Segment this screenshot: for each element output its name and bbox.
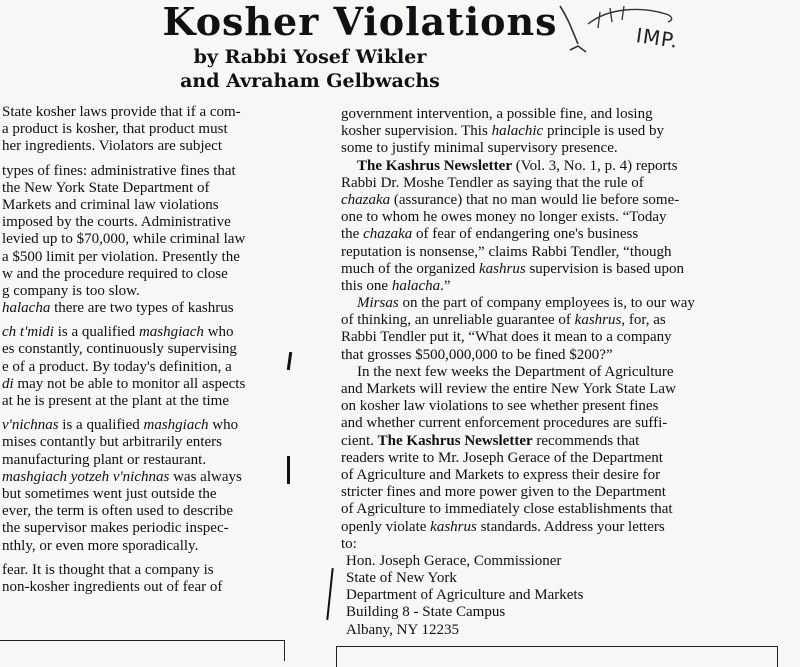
text-run: that grosses $500,000,000 to be fined $200?” [341, 346, 613, 363]
text-run: nthly, or even more sporadically. [2, 537, 199, 554]
left-column-line [2, 452, 294, 469]
right-column-line [341, 484, 761, 501]
bottom-rule-left [0, 640, 285, 661]
text-run: ever, the term is often used to describe [2, 503, 233, 520]
left-column-line [2, 138, 294, 155]
right-column-line [341, 519, 761, 536]
text-run: Rabbi Tendler put it, “What does it mean to a company [341, 329, 672, 346]
text-run: readers write to Mr. Joseph Gerace of the Department [341, 449, 663, 466]
left-column-line [2, 121, 294, 138]
text-run: kashrus [479, 260, 526, 277]
text-run: e of a product. By today's definition, a [2, 358, 232, 375]
margin-mark [326, 568, 333, 620]
text-run: halachic [491, 123, 544, 140]
text-run: w and the procedure required to close [2, 265, 228, 282]
text-run: and whether current enforcement procedures are suffi- [341, 415, 668, 432]
right-column-line [341, 106, 761, 123]
text-run: fear. It is thought that a company is [2, 561, 214, 578]
text-run: the supervisor makes periodic inspec- [2, 520, 229, 537]
text-run: ch t'midi [2, 324, 54, 341]
left-column-line [2, 486, 294, 503]
text-run: a $500 limit per violation. Presently the [2, 248, 240, 265]
right-column-line [341, 175, 761, 192]
text-run: one to whom he owes money no longer exists. “Today [341, 209, 667, 226]
right-column-line [341, 244, 761, 261]
right-column-line [341, 467, 761, 484]
left-column-line [2, 163, 294, 180]
left-column-line [2, 341, 294, 358]
text-run: imposed by the courts. Administrative [2, 214, 231, 231]
text-run: Markets and criminal law violations [2, 196, 219, 213]
address-line: Albany, NY 12235 [346, 621, 460, 638]
article-title: Kosher Violations [162, 0, 558, 44]
address-line: Hon. Joseph Gerace, Commissioner [346, 552, 562, 569]
text-run: The Kashrus Newsletter [357, 157, 512, 174]
right-column-line [341, 312, 761, 329]
address-line: State of New York [346, 570, 457, 587]
text-run: recommends that [532, 432, 640, 449]
text-run: some to justify minimal supervisory presence. [341, 140, 618, 157]
text-run: reputation is nonsense,” claims Rabbi Tendler, “though [341, 243, 672, 260]
paragraph-gap [2, 555, 294, 562]
right-column-line [341, 123, 761, 140]
left-column-line [2, 266, 294, 283]
right-column-line [341, 415, 761, 432]
left-column-line [2, 393, 294, 410]
left-column-line [2, 359, 294, 376]
paragraph-gap [2, 156, 294, 163]
right-column-line [341, 295, 761, 312]
left-column-line [2, 283, 294, 300]
text-run: mashgiach [138, 324, 204, 341]
text-run: government intervention, a possible fine, and losing [341, 106, 653, 122]
text-run: chazaka [363, 226, 413, 243]
text-run: es constantly, continuously supervising [2, 341, 237, 358]
text-run: is a qualified [53, 324, 139, 341]
text-run: who [208, 417, 239, 434]
text-run: but sometimes went just outside the [2, 485, 217, 502]
left-column-line [2, 249, 294, 266]
text-run: kosher supervision. This [341, 123, 492, 140]
left-column-line [2, 376, 294, 393]
text-run: who [203, 324, 234, 341]
text-run: halacha [2, 300, 51, 317]
right-column-line [341, 347, 761, 364]
text-run: The Kashrus Newsletter [377, 432, 533, 449]
text-run: manufacturing plant or restaurant. [2, 451, 207, 468]
address-line: Building 8 - State Campus [346, 604, 506, 621]
right-column-line [341, 226, 761, 243]
text-run: the New York State Department of [2, 179, 210, 196]
left-column-line [2, 562, 294, 579]
text-run: kashrus [574, 312, 622, 329]
right-column-line [341, 381, 761, 398]
text-run: of fear of endangering one's business [412, 226, 639, 243]
text-run: standards. Address your letters [476, 518, 665, 535]
left-column-line [2, 520, 294, 537]
text-run: kashrus [430, 518, 477, 535]
text-run: non-kosher ingredients out of fear of [2, 578, 223, 595]
left-column-line [2, 104, 294, 121]
margin-mark [287, 456, 290, 484]
text-run: to: [341, 535, 357, 552]
text-run: principle is used by [543, 123, 665, 140]
text-run: (Vol. 3, No. 1, p. 4) reports [511, 157, 678, 174]
right-column-line [341, 278, 761, 295]
paragraph-gap [2, 317, 294, 324]
right-column-line [341, 364, 761, 381]
text-run: v'nichnas [2, 417, 59, 434]
right-column-line [341, 398, 761, 415]
text-run: State kosher laws provide that if a com- [2, 104, 241, 120]
text-run: Mirsas [357, 295, 399, 312]
text-run: .” [440, 277, 451, 294]
left-text-column [2, 104, 294, 596]
left-column-line [2, 417, 294, 434]
text-run: mashgiach [143, 417, 209, 434]
left-column-line [2, 300, 294, 317]
address-line: Department of Agriculture and Markets [346, 587, 584, 604]
text-run: the [341, 226, 364, 243]
right-column-line [341, 536, 761, 553]
paragraph-gap [2, 410, 294, 417]
text-run: openly violate [341, 518, 431, 535]
left-column-line [2, 538, 294, 555]
right-column-line [341, 450, 761, 467]
text-run: of Agriculture to immediately close establishments that [341, 501, 673, 518]
left-column-line [2, 503, 294, 520]
text-run: Rabbi Dr. Moshe Tendler as saying that the rule of [341, 174, 644, 191]
right-column-line [341, 209, 761, 226]
byline-author-2: and Avraham Gelbwachs [180, 70, 440, 92]
text-run: of thinking, an unreliable guarantee of [341, 312, 575, 329]
text-run: of Agriculture and Markets to express their desire for [341, 466, 661, 483]
right-column-line [341, 261, 761, 278]
text-run: (assurance) that no man would lie before some- [390, 191, 680, 208]
handwritten-note: IMP. [634, 23, 680, 53]
text-run: levied up to $70,000, while criminal law [2, 231, 246, 248]
left-column-line [2, 324, 294, 341]
left-column-line [2, 180, 294, 197]
text-run: , for, as [621, 312, 666, 329]
text-run: chazaka [341, 191, 391, 208]
text-run: her ingredients. Violators are subject [2, 138, 223, 155]
right-text-column [341, 106, 761, 639]
text-run: and Markets will review the entire New York State Law [341, 381, 676, 397]
text-run: cient. [341, 432, 378, 449]
left-column-line [2, 434, 294, 451]
text-run: there are two types of kashrus [50, 300, 234, 317]
text-run: much of the organized [341, 260, 480, 277]
left-column-line [2, 469, 294, 486]
right-column-line [341, 329, 761, 346]
right-column-line [341, 192, 761, 209]
left-column-line [2, 214, 294, 231]
text-run: halacha [391, 277, 441, 294]
right-column-line [341, 433, 761, 450]
left-column-line [2, 231, 294, 248]
text-run: on kosher law violations to see whether present fines [341, 398, 659, 415]
left-column-line [2, 197, 294, 214]
text-run: is a qualified [58, 417, 144, 434]
text-run: g company is too slow. [2, 282, 140, 299]
text-run: mashgiach yotzeh v'nichnas [2, 468, 170, 485]
text-run: may not be able to monitor all aspects [13, 375, 246, 392]
right-column-line [341, 158, 761, 175]
text-run: types of fines: administrative fines that [2, 162, 236, 179]
text-run: mises contantly but arbitrarily enters [2, 434, 222, 451]
text-run: stricter fines and more power given to the Department [341, 484, 666, 501]
byline-author-1: by Rabbi Yosef Wikler [193, 46, 427, 68]
text-run: In the next few weeks the Department of Agriculture [357, 363, 674, 380]
right-column-line [341, 501, 761, 518]
text-run: this one [341, 277, 392, 294]
text-run: at he is present at the plant at the time [2, 393, 230, 409]
bottom-rule-right [336, 646, 778, 667]
text-run: a product is kosher, that product must [2, 121, 228, 138]
left-column-line [2, 579, 294, 596]
text-run: was always [169, 468, 242, 485]
text-run: supervision is based upon [525, 260, 685, 277]
text-run: on the part of company employees is, to our way [398, 295, 695, 312]
right-column-line [341, 140, 761, 157]
text-run: di [2, 375, 14, 392]
